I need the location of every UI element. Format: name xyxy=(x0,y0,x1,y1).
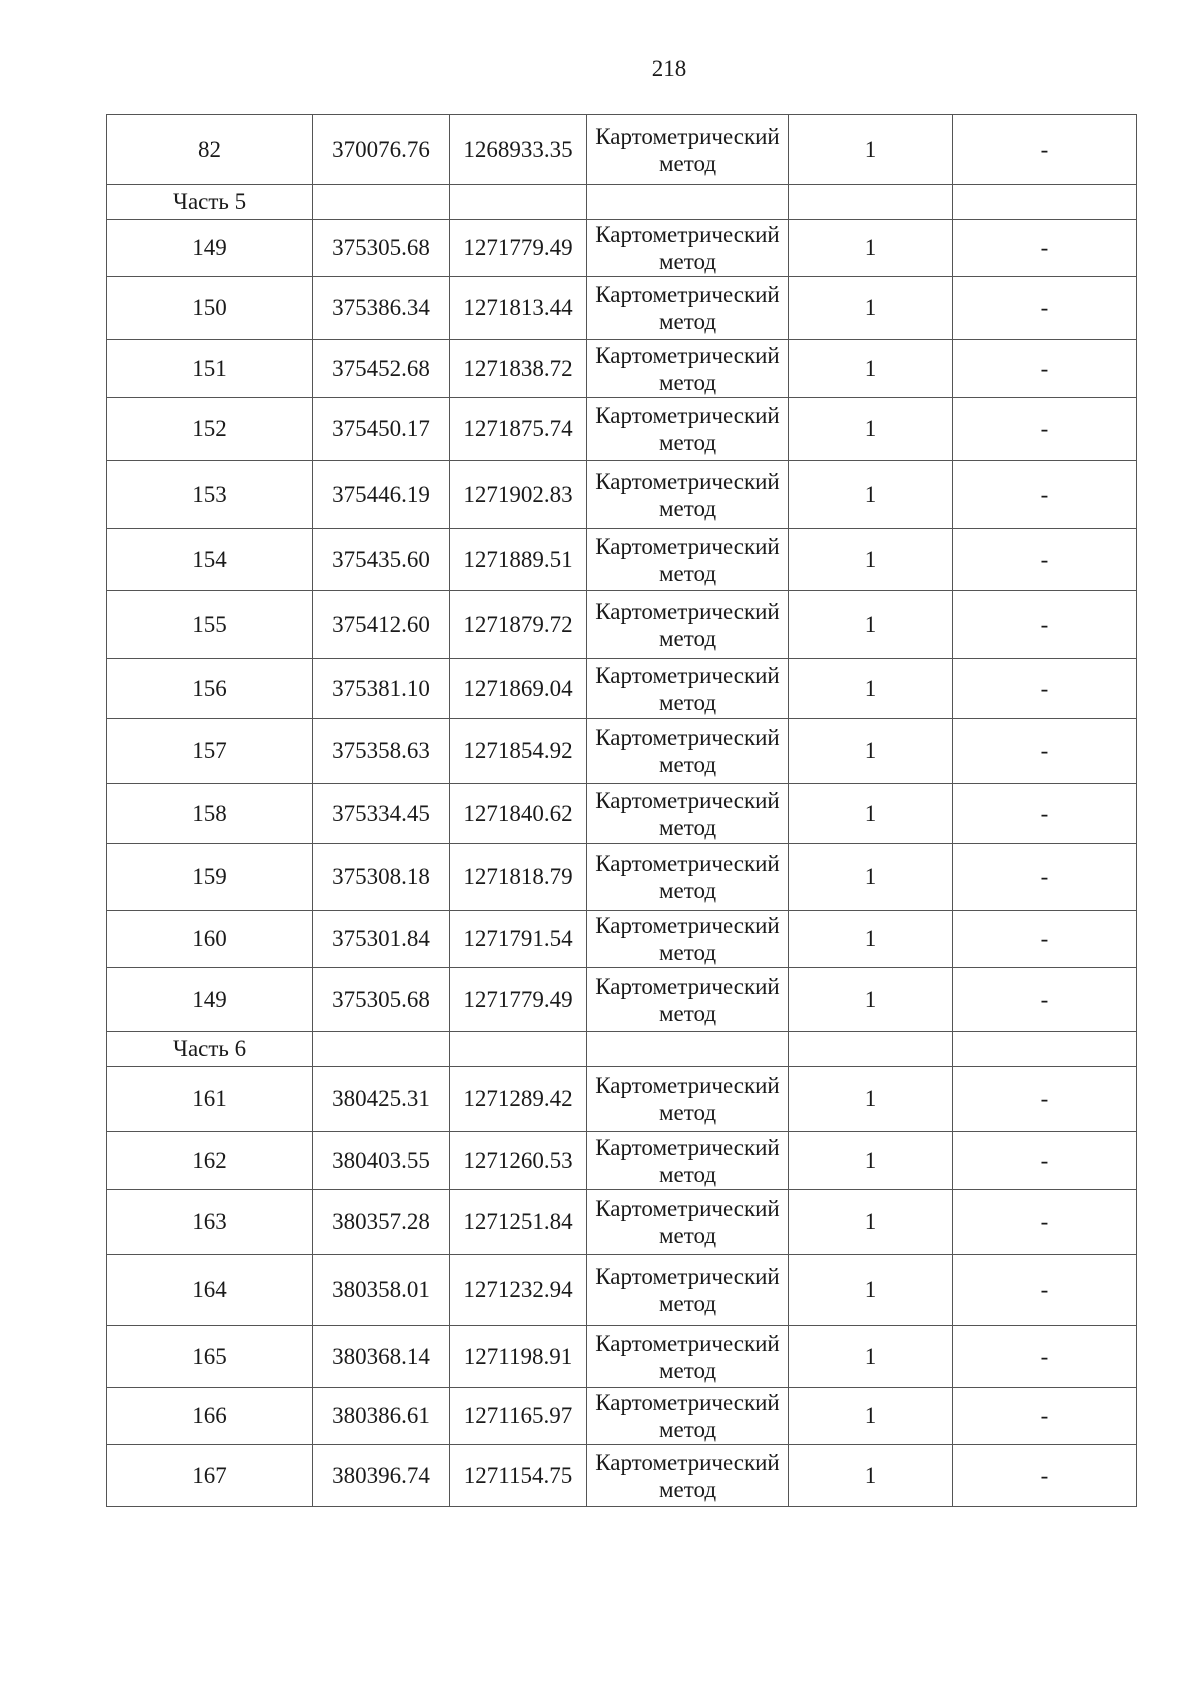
y-coordinate-cell: 1268933.35 xyxy=(450,115,587,185)
method-line-1: Картометрический xyxy=(595,1134,780,1160)
accuracy-cell: 1 xyxy=(789,844,953,911)
method-line-1: Картометрический xyxy=(595,973,780,999)
note-cell: - xyxy=(953,968,1137,1032)
note-cell: - xyxy=(953,1445,1137,1507)
point-number-cell: 166 xyxy=(107,1388,313,1445)
accuracy-cell: 1 xyxy=(789,398,953,461)
table-row xyxy=(107,1132,1137,1190)
point-number-cell: 152 xyxy=(107,398,313,461)
empty-cell xyxy=(450,1032,587,1067)
method-line-1: Картометрический xyxy=(595,1264,780,1289)
point-number-cell: 153 xyxy=(107,461,313,529)
method-line-2: метод xyxy=(658,560,717,586)
note-cell: - xyxy=(953,340,1137,398)
empty-cell xyxy=(313,1032,450,1067)
point-number-cell: 165 xyxy=(107,1326,313,1388)
x-coordinate-cell: 375412.60 xyxy=(313,591,450,659)
y-coordinate-cell: 1271902.83 xyxy=(450,461,587,529)
accuracy-cell: 1 xyxy=(789,1326,953,1388)
method-line-1: Картометрический xyxy=(595,598,780,624)
empty-cell xyxy=(789,185,953,220)
method-cell xyxy=(587,968,789,1032)
accuracy-cell: 1 xyxy=(789,1255,953,1326)
accuracy-cell: 1 xyxy=(789,461,953,529)
method-line-2: метод xyxy=(658,309,717,334)
method-line-2: метод xyxy=(658,814,717,840)
method-line-1: Картометрический xyxy=(595,1196,780,1221)
method-cell xyxy=(587,220,789,277)
table-row xyxy=(107,529,1137,591)
method-line-1: Картометрический xyxy=(595,1073,780,1098)
empty-cell xyxy=(313,185,450,220)
note-cell: - xyxy=(953,1388,1137,1445)
method-line-1: Картометрический xyxy=(595,851,780,876)
point-number-cell: 157 xyxy=(107,719,313,784)
table-row xyxy=(107,398,1137,461)
accuracy-cell: 1 xyxy=(789,277,953,340)
method-cell xyxy=(587,398,789,461)
y-coordinate-cell: 1271879.72 xyxy=(450,591,587,659)
method-line-2: метод xyxy=(658,249,717,274)
method-line-1: Картометрический xyxy=(595,787,780,813)
table-row xyxy=(107,1190,1137,1255)
note-cell: - xyxy=(953,784,1137,844)
y-coordinate-cell: 1271840.62 xyxy=(450,784,587,844)
empty-cell xyxy=(587,185,789,220)
point-number-cell: 151 xyxy=(107,340,313,398)
point-number-cell: 154 xyxy=(107,529,313,591)
x-coordinate-cell: 375450.17 xyxy=(313,398,450,461)
y-coordinate-cell: 1271813.44 xyxy=(450,277,587,340)
y-coordinate-cell: 1271818.79 xyxy=(450,844,587,911)
table-row xyxy=(107,340,1137,398)
x-coordinate-cell: 375305.68 xyxy=(313,968,450,1032)
accuracy-cell: 1 xyxy=(789,591,953,659)
method-line-2: метод xyxy=(658,150,717,176)
x-coordinate-cell: 380396.74 xyxy=(313,1445,450,1507)
method-cell xyxy=(587,719,789,784)
point-number-cell: 160 xyxy=(107,911,313,968)
method-cell xyxy=(587,1388,789,1445)
y-coordinate-cell: 1271889.51 xyxy=(450,529,587,591)
table-row xyxy=(107,659,1137,719)
x-coordinate-cell: 375435.60 xyxy=(313,529,450,591)
table-row xyxy=(107,719,1137,784)
point-number-cell: 156 xyxy=(107,659,313,719)
y-coordinate-cell: 1271165.97 xyxy=(450,1388,587,1445)
y-coordinate-cell: 1271791.54 xyxy=(450,911,587,968)
x-coordinate-cell: 370076.76 xyxy=(313,115,450,185)
x-coordinate-cell: 375358.63 xyxy=(313,719,450,784)
x-coordinate-cell: 380425.31 xyxy=(313,1067,450,1132)
note-cell: - xyxy=(953,277,1137,340)
empty-cell xyxy=(789,1032,953,1067)
method-line-1: Картометрический xyxy=(595,282,780,307)
method-cell xyxy=(587,591,789,659)
point-number-cell: 164 xyxy=(107,1255,313,1326)
method-cell xyxy=(587,844,789,911)
accuracy-cell: 1 xyxy=(789,1388,953,1445)
method-cell xyxy=(587,1326,789,1388)
table-row xyxy=(107,844,1137,911)
point-number-cell: 82 xyxy=(107,115,313,185)
accuracy-cell: 1 xyxy=(789,115,953,185)
accuracy-cell: 1 xyxy=(789,1067,953,1132)
x-coordinate-cell: 375452.68 xyxy=(313,340,450,398)
method-line-1: Картометрический xyxy=(595,533,780,559)
y-coordinate-cell: 1271154.75 xyxy=(450,1445,587,1507)
point-number-cell: 149 xyxy=(107,220,313,277)
method-line-2: метод xyxy=(658,1161,717,1187)
method-line-1: Картометрический xyxy=(595,1330,780,1356)
method-line-2: метод xyxy=(658,1357,717,1383)
note-cell: - xyxy=(953,220,1137,277)
method-line-1: Картометрический xyxy=(595,123,780,149)
method-cell xyxy=(587,340,789,398)
section-label: Часть 6 xyxy=(107,1032,313,1067)
y-coordinate-cell: 1271251.84 xyxy=(450,1190,587,1255)
method-line-1: Картометрический xyxy=(595,1449,780,1475)
table-row xyxy=(107,115,1137,185)
note-cell: - xyxy=(953,911,1137,968)
table-row xyxy=(107,1445,1137,1507)
method-line-1: Картометрический xyxy=(595,342,780,368)
note-cell: - xyxy=(953,529,1137,591)
y-coordinate-cell: 1271869.04 xyxy=(450,659,587,719)
table-body xyxy=(107,115,1137,1507)
accuracy-cell: 1 xyxy=(789,968,953,1032)
method-line-1: Картометрический xyxy=(595,913,780,938)
empty-cell xyxy=(450,185,587,220)
point-number-cell: 158 xyxy=(107,784,313,844)
page-number: 218 xyxy=(651,56,687,81)
empty-cell xyxy=(587,1032,789,1067)
method-line-2: метод xyxy=(658,369,717,395)
y-coordinate-cell: 1271779.49 xyxy=(450,220,587,277)
table-row xyxy=(107,220,1137,277)
point-number-cell: 150 xyxy=(107,277,313,340)
accuracy-cell: 1 xyxy=(789,784,953,844)
x-coordinate-cell: 375381.10 xyxy=(313,659,450,719)
x-coordinate-cell: 375334.45 xyxy=(313,784,450,844)
note-cell: - xyxy=(953,1132,1137,1190)
point-number-cell: 162 xyxy=(107,1132,313,1190)
note-cell: - xyxy=(953,844,1137,911)
note-cell: - xyxy=(953,1067,1137,1132)
method-line-1: Картометрический xyxy=(595,1390,780,1415)
method-line-2: метод xyxy=(658,1000,717,1026)
note-cell: - xyxy=(953,398,1137,461)
point-number-cell: 149 xyxy=(107,968,313,1032)
x-coordinate-cell: 375305.68 xyxy=(313,220,450,277)
method-line-1: Картометрический xyxy=(595,403,780,428)
point-number-cell: 167 xyxy=(107,1445,313,1507)
accuracy-cell: 1 xyxy=(789,1132,953,1190)
section-label: Часть 5 xyxy=(107,185,313,220)
accuracy-cell: 1 xyxy=(789,659,953,719)
x-coordinate-cell: 375446.19 xyxy=(313,461,450,529)
table-row xyxy=(107,784,1137,844)
table-row xyxy=(107,1326,1137,1388)
note-cell: - xyxy=(953,659,1137,719)
table-row xyxy=(107,277,1137,340)
coordinates-table xyxy=(106,114,1137,1507)
y-coordinate-cell: 1271838.72 xyxy=(450,340,587,398)
method-line-2: метод xyxy=(658,752,717,777)
method-line-2: метод xyxy=(658,1291,717,1316)
method-line-2: метод xyxy=(658,1223,717,1248)
x-coordinate-cell: 380368.14 xyxy=(313,1326,450,1388)
x-coordinate-cell: 380403.55 xyxy=(313,1132,450,1190)
method-line-1: Картометрический xyxy=(595,468,780,494)
method-cell xyxy=(587,1255,789,1326)
accuracy-cell: 1 xyxy=(789,911,953,968)
method-line-1: Картометрический xyxy=(595,222,780,247)
accuracy-cell: 1 xyxy=(789,719,953,784)
method-cell xyxy=(587,784,789,844)
method-cell xyxy=(587,529,789,591)
table-row xyxy=(107,461,1137,529)
accuracy-cell: 1 xyxy=(789,220,953,277)
method-cell xyxy=(587,1445,789,1507)
method-line-2: метод xyxy=(658,625,717,651)
method-line-2: метод xyxy=(658,1100,717,1125)
point-number-cell: 163 xyxy=(107,1190,313,1255)
x-coordinate-cell: 375386.34 xyxy=(313,277,450,340)
accuracy-cell: 1 xyxy=(789,1445,953,1507)
method-cell xyxy=(587,1132,789,1190)
method-line-2: метод xyxy=(658,689,717,715)
method-cell xyxy=(587,461,789,529)
empty-cell xyxy=(953,185,1137,220)
method-line-2: метод xyxy=(658,430,717,455)
note-cell: - xyxy=(953,719,1137,784)
note-cell: - xyxy=(953,1326,1137,1388)
section-header-row xyxy=(107,1032,1137,1067)
table-row xyxy=(107,1255,1137,1326)
point-number-cell: 159 xyxy=(107,844,313,911)
note-cell: - xyxy=(953,461,1137,529)
method-line-2: метод xyxy=(658,495,717,521)
note-cell: - xyxy=(953,591,1137,659)
note-cell: - xyxy=(953,1190,1137,1255)
y-coordinate-cell: 1271198.91 xyxy=(450,1326,587,1388)
empty-cell xyxy=(953,1032,1137,1067)
accuracy-cell: 1 xyxy=(789,340,953,398)
method-cell xyxy=(587,115,789,185)
x-coordinate-cell: 375308.18 xyxy=(313,844,450,911)
method-line-1: Картометрический xyxy=(595,725,780,750)
table-row xyxy=(107,911,1137,968)
x-coordinate-cell: 380357.28 xyxy=(313,1190,450,1255)
method-line-1: Картометрический xyxy=(595,662,780,688)
accuracy-cell: 1 xyxy=(789,1190,953,1255)
method-line-2: метод xyxy=(658,878,717,903)
note-cell: - xyxy=(953,1255,1137,1326)
table-row xyxy=(107,591,1137,659)
table-row xyxy=(107,1388,1137,1445)
method-cell xyxy=(587,277,789,340)
x-coordinate-cell: 380386.61 xyxy=(313,1388,450,1445)
y-coordinate-cell: 1271875.74 xyxy=(450,398,587,461)
point-number-cell: 155 xyxy=(107,591,313,659)
method-cell xyxy=(587,1067,789,1132)
method-line-2: метод xyxy=(658,1476,717,1502)
section-header-row xyxy=(107,185,1137,220)
x-coordinate-cell: 375301.84 xyxy=(313,911,450,968)
x-coordinate-cell: 380358.01 xyxy=(313,1255,450,1326)
y-coordinate-cell: 1271289.42 xyxy=(450,1067,587,1132)
point-number-cell: 161 xyxy=(107,1067,313,1132)
method-cell xyxy=(587,911,789,968)
method-cell xyxy=(587,1190,789,1255)
y-coordinate-cell: 1271779.49 xyxy=(450,968,587,1032)
method-line-2: метод xyxy=(658,940,717,965)
accuracy-cell: 1 xyxy=(789,529,953,591)
table-row xyxy=(107,968,1137,1032)
table-row xyxy=(107,1067,1137,1132)
y-coordinate-cell: 1271854.92 xyxy=(450,719,587,784)
y-coordinate-cell: 1271260.53 xyxy=(450,1132,587,1190)
y-coordinate-cell: 1271232.94 xyxy=(450,1255,587,1326)
note-cell: - xyxy=(953,115,1137,185)
method-cell xyxy=(587,659,789,719)
method-line-2: метод xyxy=(658,1417,717,1442)
